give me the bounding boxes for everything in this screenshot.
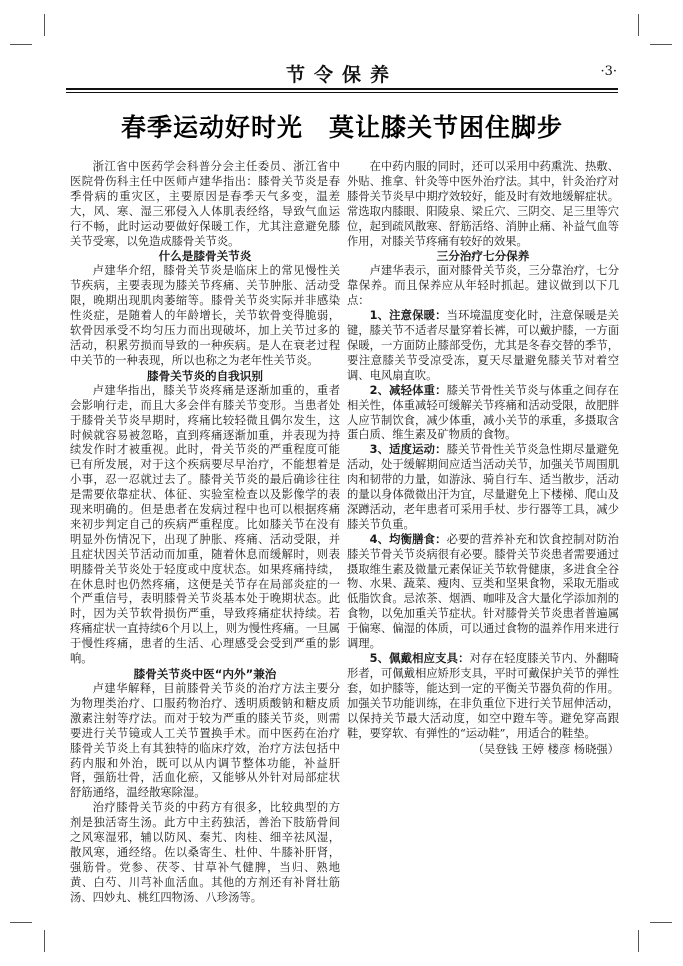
care-item-diet <box>347 533 619 652</box>
care-item-text: 膝关节骨性关节炎急性期尽量避免活动，处于缓解期间应适当活动关节，加强关节周围肌肉和韧带的力量，如游泳、骑自行车、适当散步，活动的量以身体微微出汗为宜，尽量避免上下楼梯、爬山及深蹲活动，老年患者可采用手杖、步行器等工具，减少膝关节负重。 <box>347 443 619 531</box>
crop-mark-bottom-left-h <box>10 922 32 923</box>
crop-mark-bottom-left-v <box>44 930 45 952</box>
care-item-lead: 5、佩戴相应支具： <box>369 652 470 665</box>
section-body-self-identify: 卢建华指出，膝关节炎疼痛是逐渐加重的，重者会影响行走，而且大多会伴有膝关节变形。当患者处于膝骨关节炎早期时，疼痛比较轻微且偶尔发生，这时候就容易被忽略，直到疼痛逐渐加重，并表现为持续发作时才被重视。此时，骨关节炎的严重程度可能已有所发展，对于这个疾病要尽早治疗，不能想着是小事，忍一忍就过去了。膝骨关节炎的最后确诊往往是需要依靠症状、体征、实验室检查以及影像学的表现来明确的。但是患者在发病过程中也可以根据疼痛来初步判定自己的疾病严重程度。比如膝关节在没有明显外伤情况下，出现了肿胀、疼痛、活动受限，并且症状因关节活动而加重，随着休息而缓解时，则表明膝骨关节炎处于轻度或中度状态。如果疼痛持续，在休息时也仍然疼痛，这便是关节存在局部炎症的一个严重信号，表明膝骨关节炎基本处于晚期状态。此时，因为关节软骨损伤严重，导致疼痛症状持续。若疼痛症状一直持续6个月以上，则为慢性疼痛。一旦属于慢性疼痛，患者的生活、心理感受会受到严重的影响。 <box>70 383 340 666</box>
left-column <box>70 160 340 906</box>
section-heading-care: 三分治疗七分保养 <box>436 249 530 264</box>
right-column <box>347 160 619 758</box>
care-item-text: 必要的营养补充和饮食控制对防治膝关节骨关节炎病很有必要。膝骨关节炎患者需要通过摄取维生素及微量元素保证关节软骨健康，多进食全谷物、水果、蔬菜、瘦肉、豆类和坚果食物，采取无脂或低脂饮食。忌浓茶、烟酒、咖啡及含大量化学添加剂的食物，以免加重关节症状。针对膝骨关节炎患者普遍属于偏寒、偏湿的体质，可以通过食物的温养作用来进行调理。 <box>347 532 619 651</box>
care-item-warmth <box>347 309 619 384</box>
section-name: 节令保养 <box>285 64 398 86</box>
header-rule-thick <box>66 88 618 90</box>
article-intro: 浙江省中医药学会科普分会主任委员、浙江省中医院骨伤科主任中医师卢建华指出：膝骨关节炎是春季骨病的重灾区，主要原因是春季天气多变，温差大，风、寒、湿三邪侵入人体肌表经络，导致气血运行不畅，此时运动要做好保暖工作，尤其注意避免膝关节受寒，以免造成膝骨关节炎。 <box>70 160 340 248</box>
crop-mark-bottom-right-h <box>650 922 672 923</box>
care-item-weight <box>347 384 619 444</box>
crop-mark-top-right-h <box>650 44 672 45</box>
crop-mark-bottom-right-v <box>638 930 639 952</box>
crop-mark-top-left-v <box>44 14 45 36</box>
care-item-text: 当环境温度变化时，注意保暖是关键，膝关节不适者尽量穿着长裤，可以戴护膝，一方面保暖，一方面防止膝部受伤，尤其是冬春交替的季节，要注意膝关节受凉受冻，夏天尽量避免膝关节对着空调、电风扇直吹。 <box>347 309 619 382</box>
care-item-brace <box>347 652 619 741</box>
section-intro-care: 卢建华表示，面对膝骨关节炎，三分靠治疗，七分靠保养。而且保养应从年轻时抓起。建议做到以下几点： <box>347 264 619 308</box>
page-number: ·3· <box>600 64 617 79</box>
section-body-tcm-treatment-2: 治疗膝骨关节炎的中药方有很多，比较典型的方剂是独活寄生汤。此方中主药独活，善治下肢筋骨间之风寒湿邪，辅以防风、秦艽、肉桂、细辛祛风湿，散风寒，通经络。佐以桑寄生、杜仲、牛膝补肝肾，强筋骨。党参、茯苓、甘草补气健脾，当归、熟地黄、白芍、川芎补血活血。其他的方剂还有补肾壮筋汤、四妙丸、桃红四物汤、八珍汤等。 <box>70 801 340 904</box>
section-heading-self-identify: 膝骨关节炎的自我识别 <box>147 368 263 383</box>
crop-mark-top-left-h <box>10 44 32 45</box>
section-body-tcm-treatment-3: 在中药内服的同时，还可以采用中药熏洗、热敷、外贴、推拿、针灸等中医外治疗法。其中，针灸治疗对膝骨关节炎早中期疗效较好，能及时有效地缓解症状。常选取内膝眼、阳陵泉、梁丘穴、三阴交、足三里等穴位，起到疏风散寒、舒筋活络、消肿止痛、补益气血等作用，对膝关节疼痛有较好的效果。 <box>347 160 619 248</box>
article-title: 春季运动好时光 莫让膝关节困住脚步 <box>120 113 563 142</box>
section-heading-what-is: 什么是膝骨关节炎 <box>158 249 252 264</box>
crop-mark-top-right-v <box>638 14 639 36</box>
section-body-what-is: 卢建华介绍，膝骨关节炎是临床上的常见慢性关节疾病，主要表现为膝关节疼痛、关节肿胀、活动受限，晚期出现肌肉萎缩等。膝骨关节炎实际并非感染性炎症，是随着人的年龄增长，关节软骨变得脆弱，软骨因承受不均匀压力而出现破坏，加上关节过多的活动，积累劳损而导致的一种疾病。是人在衰老过程中关节的一种表现，所以也称之为老年性关节炎。 <box>70 264 340 367</box>
care-item-text: 膝关节骨性关节炎与体重之间存在相关性，体重减轻可缓解关节疼痛和活动受限，故肥胖人应节制饮食，减少体重，减小关节的承重，多摄取含蛋白质、维生素及矿物质的食物。 <box>347 383 619 442</box>
section-body-tcm-treatment-1: 卢建华解释，目前膝骨关节炎的治疗方法主要分为物理类治疗、口服药物治疗、透明质酸钠和糖皮质激素注射等疗法。而对于较为严重的膝关节炎，则需要进行关节镜或人工关节置换手术。而中医药在治疗膝骨关节炎上有其独特的临床疗效，治疗方法包括中药内服和外治，既可以从内调节整体功能，补益肝肾，强筋壮骨，活血化瘀，又能够从外针对局部症状舒筋通络，温经散寒除湿。 <box>70 682 340 800</box>
byline: （吴登钱 王婷 楼彦 杨晓强） <box>472 743 619 757</box>
care-item-exercise <box>347 443 619 532</box>
header-rule-thin <box>66 92 618 93</box>
care-item-text: 对存在轻度膝关节内、外翻畸形者，可佩戴相应矫形支具，平时可戴保护关节的弹性套，如护膝等，能达到一定的平衡关节器负荷的作用。加强关节功能训练，在非负重位下进行关节屈伸活动，以保持关节最大活动度，如空中蹬车等。避免穿高跟鞋，要穿软、有弹性的“运动鞋”，用适合的鞋垫。 <box>347 652 619 740</box>
section-heading-tcm-treatment: 膝骨关节炎中医“内外”兼治 <box>133 667 277 681</box>
care-item-lead: 4、均衡膳食： <box>369 532 447 546</box>
care-item-lead: 2、减轻体重： <box>369 383 447 397</box>
care-item-lead: 3、适度运动： <box>369 443 447 457</box>
care-item-lead: 1、注意保暖： <box>369 309 447 323</box>
